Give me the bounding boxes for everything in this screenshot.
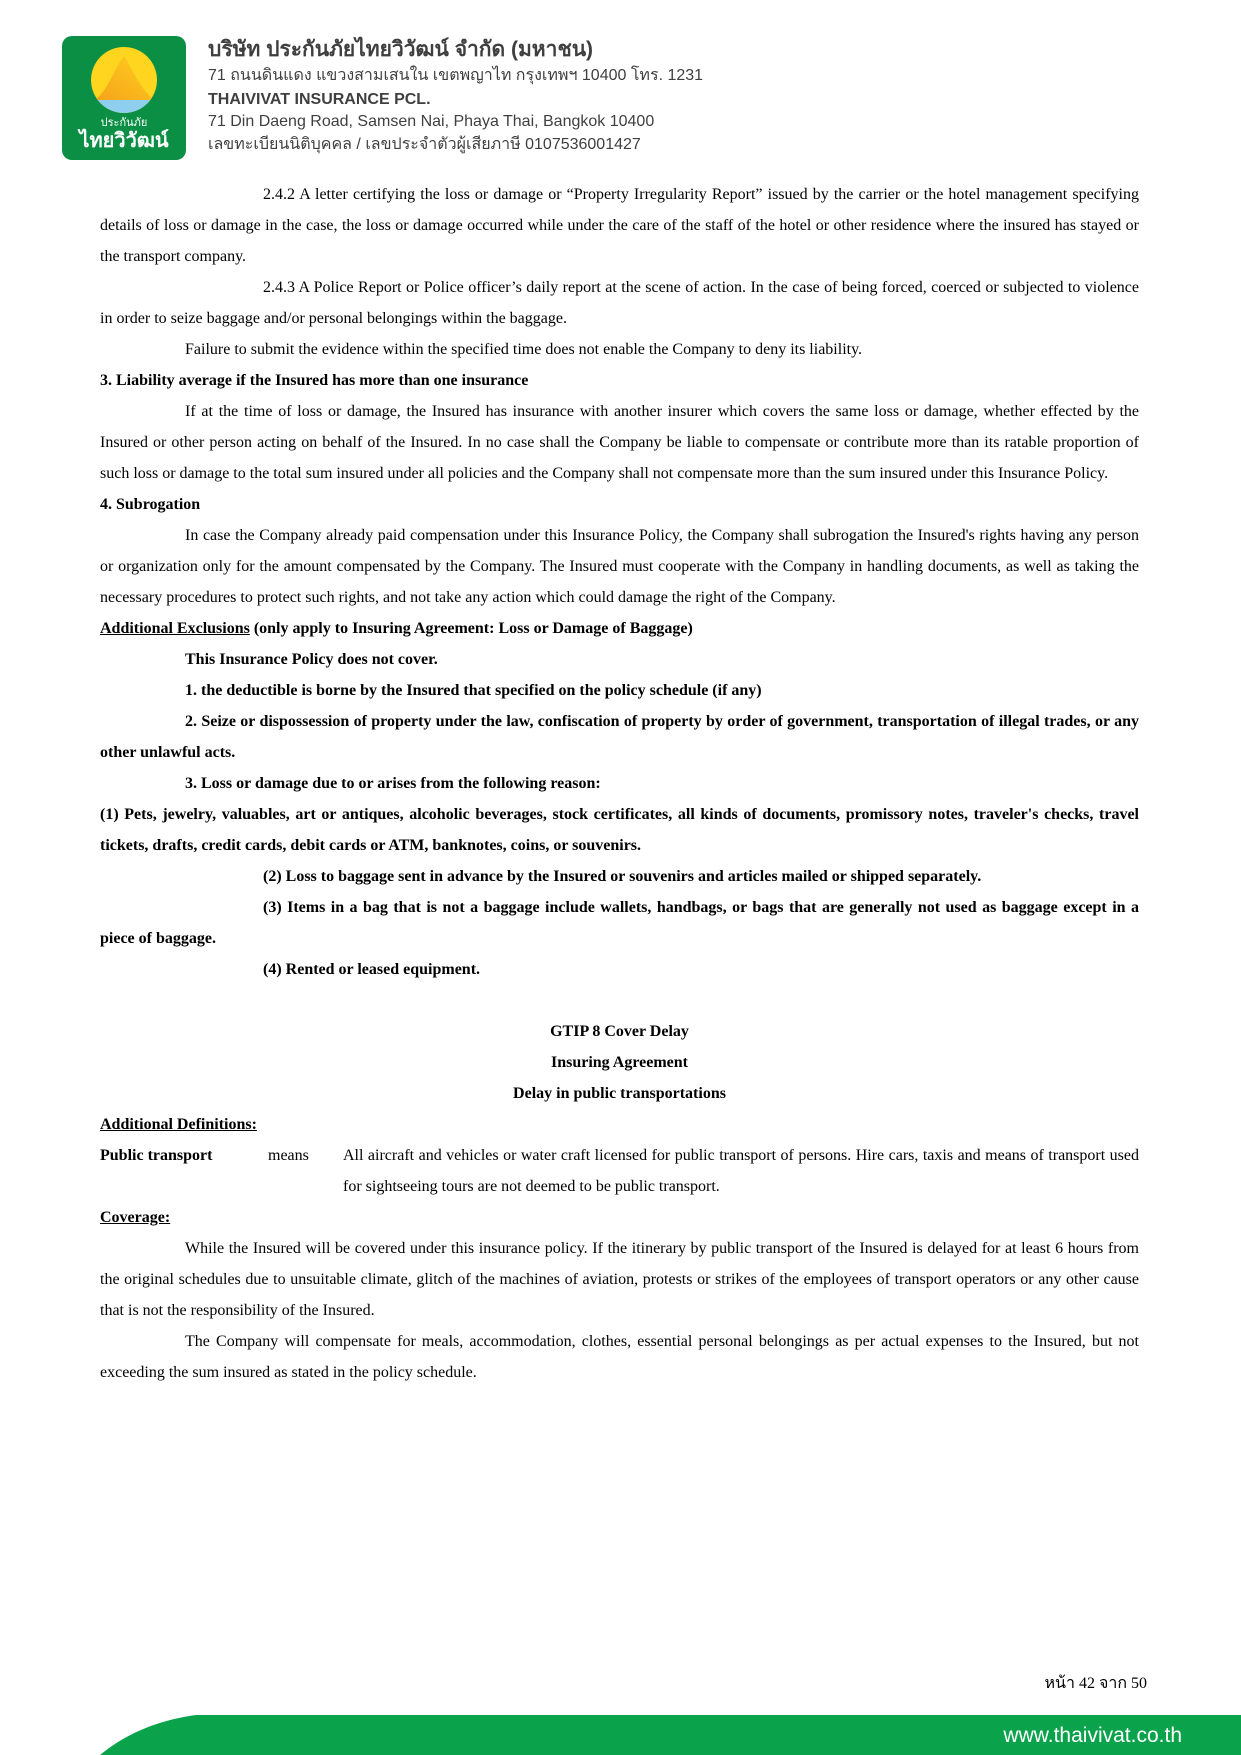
exclusion-2: 2. Seize or dispossession of property under the law, confiscation of property by order of government, transportation of illegal trades, or any other unlawful acts. (100, 713, 1139, 761)
exclusion-1: 1. the deductible is borne by the Insured that specified on the policy schedule (if any) (185, 682, 762, 699)
company-name-en: THAIVIVAT INSURANCE PCL. (208, 91, 431, 108)
company-address-thai: 71 ถนนดินแดง แขวงสามเสนใน เขตพญาไท กรุงเทพฯ 10400 โทร. 1231 (208, 67, 704, 84)
exclusion-3: 3. Loss or damage due to or arises from the following reason: (185, 775, 601, 792)
coverage-body-2: The Company will compensate for meals, accommodation, clothes, essential personal belongings as per actual expenses to the Insured, but not exceeding the sum insured as stated in the policy schedule. (100, 1333, 1139, 1381)
definition-body: All aircraft and vehicles or water craft licensed for public transport of persons. Hire cars, taxis and means of transport used for sightseeing tours are not deemed to be public transport. (343, 1147, 1139, 1195)
section-3-heading: 3. Liability average if the Insured has more than one insurance (100, 372, 529, 389)
definition-term: Public transport (100, 1147, 213, 1164)
definition-public-transport (100, 1140, 1139, 1202)
additional-exclusions-heading (100, 613, 1139, 644)
company-name-thai: บริษัท ประกันภัยไทยวิวัฒน์ จำกัด (มหาชน) (208, 38, 594, 61)
failure-to-submit-note: Failure to submit the evidence within the specified time does not enable the Company to deny its liability. (185, 341, 863, 358)
additional-exclusions-lead: Additional Exclusions (100, 620, 250, 637)
logo-thai-small-text: ประกันภัย (100, 117, 148, 129)
clause-2-4-3: 2.4.3 A Police Report or Police officer’s daily report at the scene of action. In the case of being forced, coerced or subjected to violence in order to seize baggage and/or personal belongings within the baggage. (100, 279, 1139, 327)
does-not-cover-line: This Insurance Policy does not cover. (185, 651, 438, 668)
additional-exclusions-scope: (only apply to Insuring Agreement: Loss or Damage of Baggage) (249, 620, 693, 637)
exclusion-3-item-1: (1) Pets, jewelry, valuables, art or antiques, alcoholic beverages, stock certificates, all kinds of documents, promissory notes, traveler's checks, travel tickets, drafts, credit cards, debit cards or ATM, banknotes, coins, or souvenirs. (100, 806, 1139, 854)
website-url: www.thaivivat.co.th (1003, 1724, 1182, 1747)
section-3-body: If at the time of loss or damage, the Insured has insurance with another insurer which covers the same loss or damage, whether effected by the Insured or other person acting on behalf of the Insured. In no case shall the Company be liable to compensate or contribute more than its ratable proportion of such loss or damage to the total sum insured under all policies and the Company shall not compensate more than the sum insured under this Insurance Policy. (100, 403, 1139, 482)
additional-definitions-heading: Additional Definitions: (100, 1116, 257, 1133)
logo-thai-large-text: ไทยวิวัฒน์ (79, 130, 169, 152)
company-registration: เลขทะเบียนนิติบุคคล / เลขประจำตัวผู้เสียภาษี 0107536001427 (208, 136, 641, 153)
coverage-body-1: While the Insured will be covered under this insurance policy. If the itinerary by public transport of the Insured is delayed for at least 6 hours from the original schedules due to unsuitable climate, glitch of the machines of aviation, protests or strikes of the employees of transport operators or any other cause that is not the responsibility of the Insured. (100, 1240, 1139, 1319)
coverage-heading: Coverage: (100, 1209, 171, 1226)
clause-2-4-2: 2.4.2 A letter certifying the loss or damage or “Property Irregularity Report” issued by the carrier or the hotel management specifying details of loss or damage in the case, the loss or damage occurred while under the care of the staff of the hotel or other residence where the insured has stayed or the transport company. (100, 186, 1139, 265)
letterhead-text (208, 36, 703, 160)
section-4-body: In case the Company already paid compensation under this Insurance Policy, the Company shall subrogation the Insured's rights having any person or organization only for the amount compensated by the Company. The Insured must cooperate with the Company in handling documents, as well as taking the necessary procedures to protect such rights, and not take any action which could damage the right of the Company. (100, 527, 1139, 606)
exclusion-3-item-3: (3) Items in a bag that is not a baggage include wallets, handbags, or bags that are generally not used as baggage except in a piece of baggage. (100, 899, 1139, 947)
section-4-heading: 4. Subrogation (100, 496, 201, 513)
policy-body (100, 179, 1139, 1388)
exclusion-3-item-4: (4) Rented or leased equipment. (263, 961, 481, 978)
gtip8-title: GTIP 8 Cover Delay (550, 1023, 689, 1040)
definition-keyword: means (268, 1147, 309, 1164)
delay-subtitle: Delay in public transportations (513, 1085, 726, 1102)
company-address-en: 71 Din Daeng Road, Samsen Nai, Phaya Thai, Bangkok 10400 (208, 113, 655, 130)
exclusion-3-item-2: (2) Loss to baggage sent in advance by the Insured or souvenirs and articles mailed or shipped separately. (263, 868, 982, 885)
thaivivat-logo-icon (62, 36, 186, 160)
insuring-agreement-title: Insuring Agreement (550, 1054, 689, 1071)
page-number: หน้า 42 จาก 50 (1044, 1675, 1147, 1692)
letterhead (62, 36, 703, 160)
